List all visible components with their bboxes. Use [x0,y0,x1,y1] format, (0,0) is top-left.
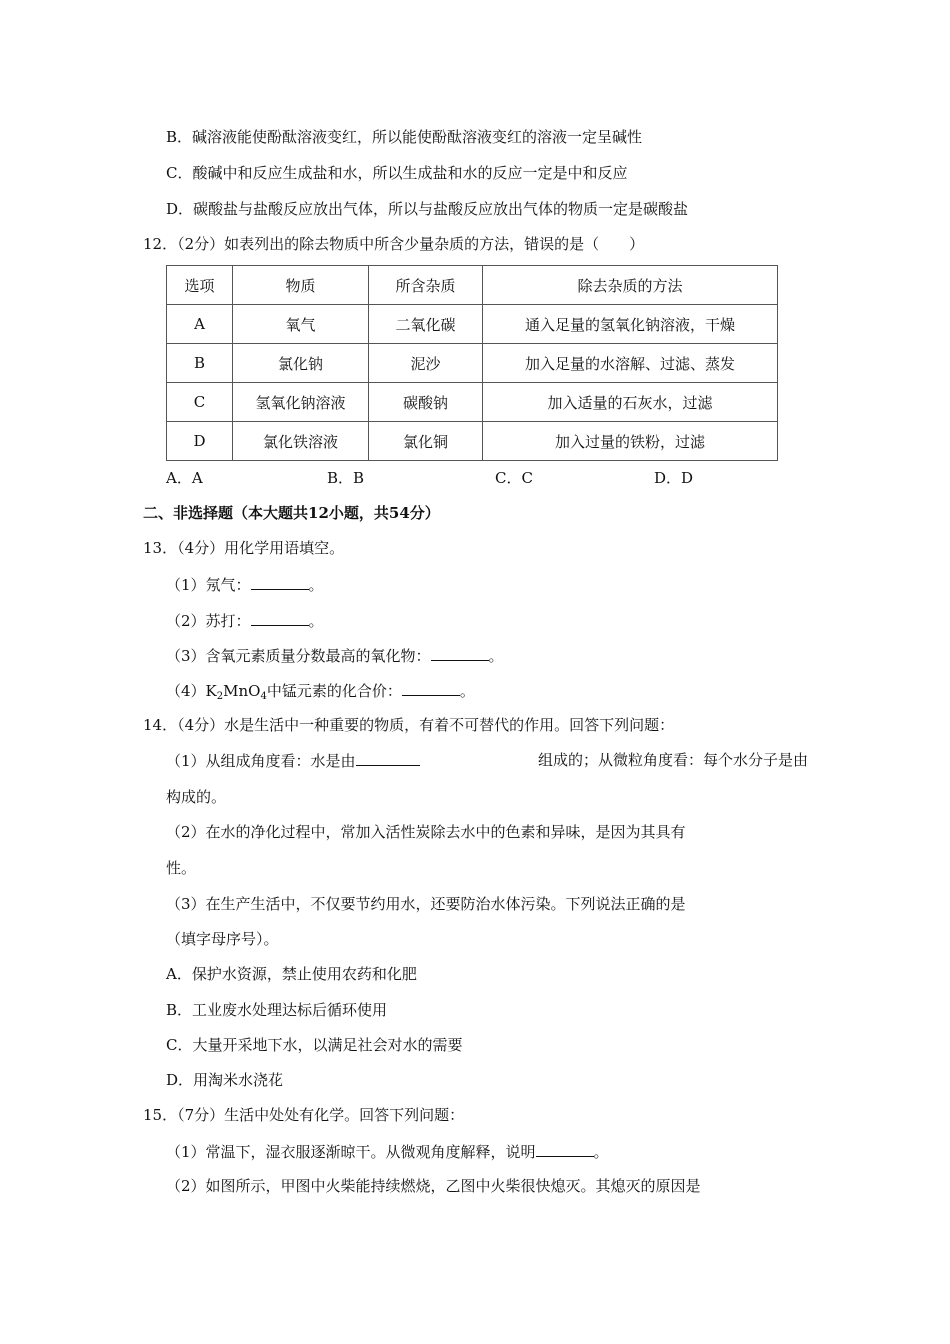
table-cell: D [167,422,233,461]
table-header: 选项 [167,266,233,305]
table-cell: 碳酸钠 [369,383,483,422]
section-title: 二、非选择题（本大题共12小题，共54分） [143,504,440,522]
table-row [167,344,778,383]
table-cell: 氧气 [233,305,369,344]
q12-option-b: B．B [327,469,365,487]
q12-option-a: A．A [166,469,203,487]
q12-table [166,265,778,461]
q11-option-d: D．碳酸盐与盐酸反应放出气体，所以与盐酸反应放出气体的物质一定是碳酸盐 [166,200,689,218]
table-cell: 氯化铜 [369,422,483,461]
q14-option-a: A．保护水资源，禁止使用农药和化肥 [166,965,417,983]
answer-blank [402,680,460,696]
q14-option-c: C．大量开采地下水，以满足社会对水的需要 [166,1036,463,1054]
table-cell: 氯化铁溶液 [233,422,369,461]
table-cell: 泥沙 [369,344,483,383]
table-cell: 加入过量的铁粉，过滤 [483,422,778,461]
table-cell: 通入足量的氢氧化钠溶液，干燥 [483,305,778,344]
answer-blank [356,750,420,766]
table-row [167,383,778,422]
table-header: 物质 [233,266,369,305]
table-cell: C [167,383,233,422]
table-cell: 氢氧化钠溶液 [233,383,369,422]
q15-stem: 15．（7分）生活中处处有化学。回答下列问题： [143,1106,465,1124]
q12-options [166,468,726,488]
q12-option-c: C．C [495,469,533,487]
table-cell: 加入足量的水溶解、过滤、蒸发 [483,344,778,383]
q13-item-3: （3）含氧元素质量分数最高的氧化物： 。 [166,647,504,665]
q14-option-d: D．用淘米水浇花 [166,1071,284,1089]
q13-stem: 13．（4分）用化学用语填空。 [143,539,345,557]
table-header-row [167,266,778,305]
q13-item-1: （1）氖气： 。 [166,576,324,594]
table-cell: 加入适量的石灰水，过滤 [483,383,778,422]
table-cell: 二氧化碳 [369,305,483,344]
q14-part-3-cont: （填字母序号）。 [166,930,279,948]
table-cell: A [167,305,233,344]
table-row [167,305,778,344]
table-cell: 氯化钠 [233,344,369,383]
q14-part-1-cont: 构成的。 [166,788,227,806]
q12-option-d: D．D [654,469,694,487]
q14-part-3: （3）在生产生活中，不仅要节约用水，还要防治水体污染。下列说法正确的是 [166,895,686,913]
q14-option-b: B．工业废水处理达标后循环使用 [166,1001,388,1019]
table-header: 所含杂质 [369,266,483,305]
q14-stem: 14．（4分）水是生活中一种重要的物质，有着不可替代的作用。回答下列问题： [143,716,675,734]
q14-part-2: （2）在水的净化过程中，常加入活性炭除去水中的色素和异味，是因为其具有 [166,823,686,841]
answer-blank [536,1141,594,1157]
table-header: 除去杂质的方法 [483,266,778,305]
q13-item-4: $(4)K_2MnO_4$中锰元素的化合价： 。 [166,682,475,702]
q12-stem: 12．（2分）如表列出的除去物质中所含少量杂质的方法，错误的是（ ） [143,235,645,253]
q11-option-b: B．碱溶液能使酚酞溶液变红，所以能使酚酞溶液变红的溶液一定呈碱性 [166,128,643,146]
answer-blank [431,645,489,661]
q13-item-2: （2）苏打： 。 [166,612,324,630]
answer-blank [251,610,309,626]
q14-part-2-cont: 性。 [166,859,197,877]
q11-option-c: C．酸碱中和反应生成盐和水，所以生成盐和水的反应一定是中和反应 [166,164,628,182]
q14-part-1: （1）从组成角度看：水是由 组成的；从微粒角度看：每个水分子是由 [166,751,808,770]
table-row [167,422,778,461]
table-cell: B [167,344,233,383]
q15-part-2: （2）如图所示，甲图中火柴能持续燃烧，乙图中火柴很快熄灭。其熄灭的原因是 [166,1177,701,1195]
q15-part-1: （1）常温下，湿衣服逐渐晾干。从微观角度解释，说明 。 [166,1143,609,1161]
answer-blank [251,574,309,590]
